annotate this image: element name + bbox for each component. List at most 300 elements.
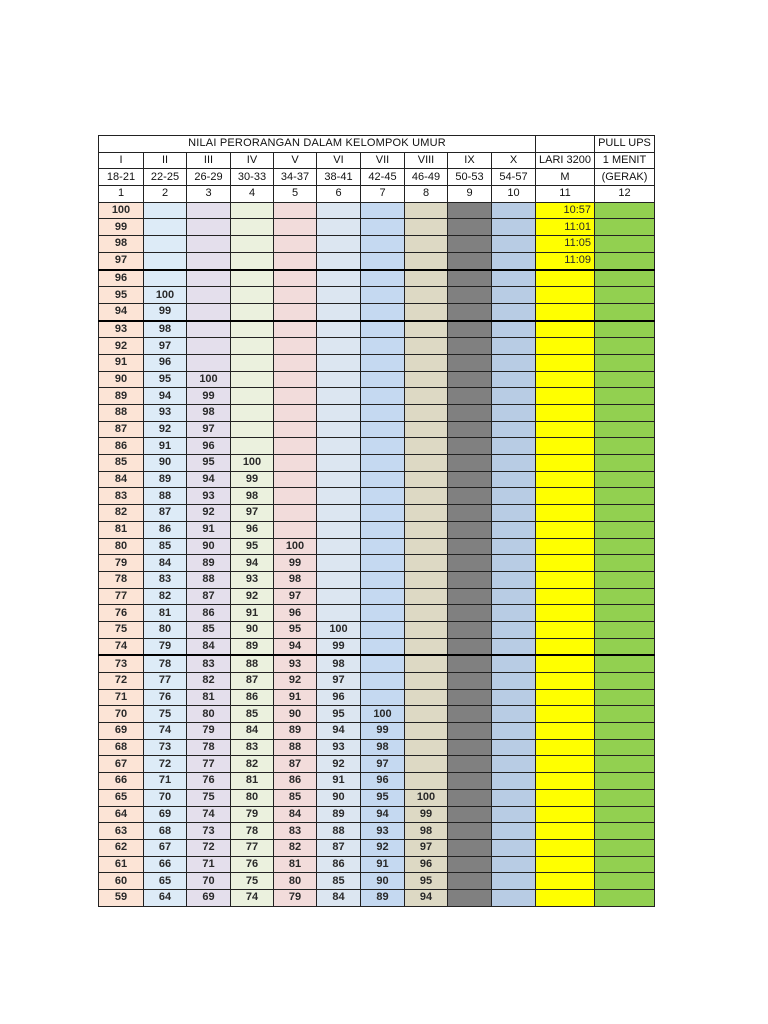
score-cell [492, 438, 536, 455]
score-cell: 92 [99, 338, 144, 355]
score-cell [187, 270, 231, 287]
score-cell: 81 [187, 689, 231, 706]
score-cell [361, 488, 405, 505]
score-cell: 91 [144, 438, 187, 455]
score-cell [595, 655, 655, 672]
score-cell: 72 [187, 839, 231, 856]
score-cell [361, 638, 405, 655]
score-cell: 99 [99, 219, 144, 236]
score-cell [405, 571, 448, 588]
score-cell [274, 371, 317, 388]
score-cell: 95 [231, 538, 274, 555]
score-cell [361, 287, 405, 304]
run-time-cell [536, 756, 595, 773]
table-header [99, 136, 655, 203]
score-cell [405, 270, 448, 287]
score-cell [405, 405, 448, 422]
table-row [99, 202, 655, 219]
score-cell: 78 [187, 739, 231, 756]
score-cell [595, 739, 655, 756]
score-cell: 73 [144, 739, 187, 756]
score-cell: 92 [317, 756, 361, 773]
score-cell [448, 555, 492, 572]
run-time-cell [536, 773, 595, 790]
score-cell [144, 252, 187, 269]
age-range-cell: 38-41 [317, 169, 361, 186]
score-cell: 75 [231, 873, 274, 890]
table-row [99, 839, 655, 856]
run-time-cell [536, 371, 595, 388]
score-cell [274, 505, 317, 522]
score-cell: 84 [317, 889, 361, 906]
score-cell [187, 219, 231, 236]
run-time-cell [536, 856, 595, 873]
table-row [99, 789, 655, 806]
score-cell: 89 [144, 471, 187, 488]
score-cell [361, 505, 405, 522]
score-cell [492, 706, 536, 723]
score-cell [492, 236, 536, 253]
score-cell: 95 [361, 789, 405, 806]
score-cell: 86 [187, 605, 231, 622]
score-cell: 79 [187, 723, 231, 740]
score-cell: 98 [231, 488, 274, 505]
score-cell [405, 321, 448, 338]
score-cell: 86 [274, 773, 317, 790]
run-time-cell [536, 739, 595, 756]
run-time-cell [536, 605, 595, 622]
run-time-cell: 11:09 [536, 252, 595, 269]
score-cell [492, 689, 536, 706]
score-cell: 70 [144, 789, 187, 806]
score-cell [405, 202, 448, 219]
score-cell: 100 [231, 455, 274, 472]
score-cell [492, 739, 536, 756]
score-cell [595, 321, 655, 338]
score-cell: 75 [187, 789, 231, 806]
score-cell: 65 [99, 789, 144, 806]
score-cell: 98 [144, 321, 187, 338]
score-cell: 91 [317, 773, 361, 790]
score-cell [595, 689, 655, 706]
score-cell [492, 521, 536, 538]
run-time-cell [536, 723, 595, 740]
table-row [99, 689, 655, 706]
score-cell: 83 [187, 655, 231, 672]
table-row [99, 723, 655, 740]
score-cell: 68 [99, 739, 144, 756]
score-cell: 87 [231, 673, 274, 690]
score-cell [231, 236, 274, 253]
score-cell [361, 588, 405, 605]
score-cell [405, 371, 448, 388]
score-cell: 97 [361, 756, 405, 773]
score-cell: 72 [144, 756, 187, 773]
score-cell: 94 [187, 471, 231, 488]
score-cell [492, 655, 536, 672]
score-cell: 93 [274, 655, 317, 672]
score-cell: 90 [144, 455, 187, 472]
score-cell: 88 [274, 739, 317, 756]
score-cell [448, 521, 492, 538]
score-cell: 64 [144, 889, 187, 906]
column-number-cell: 7 [361, 186, 405, 203]
group-numeral-cell: VI [317, 152, 361, 169]
score-cell: 85 [144, 538, 187, 555]
column-number-cell: 12 [595, 186, 655, 203]
group-numeral-cell: I [99, 152, 144, 169]
score-cell [595, 856, 655, 873]
score-cell: 94 [317, 723, 361, 740]
score-cell [317, 354, 361, 371]
score-cell [448, 219, 492, 236]
score-cell: 96 [274, 605, 317, 622]
score-cell [317, 219, 361, 236]
score-cell [595, 789, 655, 806]
score-cell [595, 555, 655, 572]
run-time-cell [536, 588, 595, 605]
table-row [99, 252, 655, 269]
score-cell [492, 555, 536, 572]
age-range-cell: 18-21 [99, 169, 144, 186]
score-cell [448, 488, 492, 505]
score-cell: 96 [361, 773, 405, 790]
score-cell: 80 [274, 873, 317, 890]
score-cell [231, 438, 274, 455]
score-cell [492, 219, 536, 236]
age-range-cell: 42-45 [361, 169, 405, 186]
score-cell [405, 421, 448, 438]
run-time-cell [536, 421, 595, 438]
score-cell [595, 405, 655, 422]
score-cell [405, 706, 448, 723]
score-cell [231, 338, 274, 355]
score-cell [361, 219, 405, 236]
score-cell: 80 [187, 706, 231, 723]
score-cell [317, 538, 361, 555]
score-cell [448, 823, 492, 840]
score-cell [492, 354, 536, 371]
score-cell [595, 638, 655, 655]
score-cell: 88 [231, 655, 274, 672]
score-cell [492, 673, 536, 690]
score-cell: 78 [231, 823, 274, 840]
score-cell [448, 806, 492, 823]
run-time-cell [536, 455, 595, 472]
score-cell [317, 287, 361, 304]
score-cell [448, 236, 492, 253]
score-cell: 63 [99, 823, 144, 840]
score-cell [405, 521, 448, 538]
table-row [99, 605, 655, 622]
score-cell [405, 505, 448, 522]
table-row [99, 538, 655, 555]
score-cell [448, 621, 492, 638]
table-row [99, 571, 655, 588]
score-cell [492, 505, 536, 522]
score-cell: 100 [317, 621, 361, 638]
score-cell [595, 588, 655, 605]
score-cell: 89 [99, 388, 144, 405]
score-cell [361, 405, 405, 422]
score-cell: 81 [99, 521, 144, 538]
score-cell [317, 270, 361, 287]
score-cell [274, 455, 317, 472]
table-row [99, 638, 655, 655]
score-cell [361, 621, 405, 638]
column-number-cell: 9 [448, 186, 492, 203]
score-cell: 96 [187, 438, 231, 455]
score-cell [405, 605, 448, 622]
score-cell [492, 388, 536, 405]
score-cell: 85 [187, 621, 231, 638]
run-time-cell [536, 505, 595, 522]
score-cell [448, 471, 492, 488]
score-cell [317, 236, 361, 253]
table-row [99, 438, 655, 455]
score-cell [448, 303, 492, 320]
run-time-cell [536, 806, 595, 823]
score-cell: 99 [274, 555, 317, 572]
score-cell [595, 706, 655, 723]
age-range-cell: 26-29 [187, 169, 231, 186]
score-cell [361, 673, 405, 690]
score-cell: 66 [99, 773, 144, 790]
score-cell [405, 438, 448, 455]
table-row [99, 823, 655, 840]
score-cell [448, 354, 492, 371]
score-cell: 94 [274, 638, 317, 655]
score-cell [595, 438, 655, 455]
score-cell [595, 889, 655, 906]
score-cell: 78 [99, 571, 144, 588]
run-header-top [536, 136, 595, 153]
pullup-header-line3: (GERAK) [595, 169, 655, 186]
score-cell: 86 [231, 689, 274, 706]
score-cell: 100 [361, 706, 405, 723]
age-range-cell: 34-37 [274, 169, 317, 186]
score-cell: 97 [144, 338, 187, 355]
score-cell [274, 438, 317, 455]
score-cell [361, 521, 405, 538]
table-row [99, 354, 655, 371]
run-time-cell [536, 889, 595, 906]
score-cell: 100 [187, 371, 231, 388]
score-cell: 100 [99, 202, 144, 219]
score-cell [231, 287, 274, 304]
score-cell [361, 538, 405, 555]
score-cell: 94 [405, 889, 448, 906]
score-cell [492, 471, 536, 488]
score-cell [361, 354, 405, 371]
score-cell: 59 [99, 889, 144, 906]
table-row [99, 756, 655, 773]
score-cell [187, 236, 231, 253]
score-cell [187, 252, 231, 269]
score-cell [448, 421, 492, 438]
score-cell: 89 [274, 723, 317, 740]
score-cell [595, 521, 655, 538]
pullup-header-line2: 1 MENIT [595, 152, 655, 169]
score-cell: 86 [99, 438, 144, 455]
score-cell: 97 [317, 673, 361, 690]
score-cell [448, 455, 492, 472]
score-body [99, 202, 655, 906]
score-cell [144, 202, 187, 219]
table-row [99, 338, 655, 355]
score-cell [231, 270, 274, 287]
score-cell [595, 773, 655, 790]
score-cell: 95 [274, 621, 317, 638]
score-cell [405, 287, 448, 304]
score-cell [595, 723, 655, 740]
score-cell [448, 756, 492, 773]
score-cell: 71 [187, 856, 231, 873]
score-cell: 89 [231, 638, 274, 655]
score-cell [492, 571, 536, 588]
run-time-cell: 10:57 [536, 202, 595, 219]
score-cell [361, 252, 405, 269]
run-header-line2: M [536, 169, 595, 186]
score-cell [187, 202, 231, 219]
score-cell: 87 [274, 756, 317, 773]
score-cell: 98 [99, 236, 144, 253]
score-cell [448, 202, 492, 219]
score-cell [595, 455, 655, 472]
score-cell [361, 689, 405, 706]
score-cell: 92 [187, 505, 231, 522]
table-row [99, 739, 655, 756]
score-cell [492, 856, 536, 873]
score-cell [361, 202, 405, 219]
group-numeral-cell: IX [448, 152, 492, 169]
score-cell [361, 236, 405, 253]
score-cell [274, 287, 317, 304]
score-cell: 89 [187, 555, 231, 572]
score-cell: 85 [231, 706, 274, 723]
score-cell: 95 [317, 706, 361, 723]
score-cell [595, 236, 655, 253]
age-range-cell: 30-33 [231, 169, 274, 186]
score-cell: 70 [187, 873, 231, 890]
score-cell [595, 839, 655, 856]
group-numeral-cell: VIII [405, 152, 448, 169]
score-cell [595, 488, 655, 505]
score-cell: 97 [405, 839, 448, 856]
score-cell: 90 [274, 706, 317, 723]
score-cell: 92 [361, 839, 405, 856]
score-cell: 97 [99, 252, 144, 269]
score-cell [448, 588, 492, 605]
score-cell: 87 [99, 421, 144, 438]
score-cell: 90 [99, 371, 144, 388]
score-cell: 95 [405, 873, 448, 890]
score-cell [448, 773, 492, 790]
score-cell [317, 555, 361, 572]
score-cell: 77 [187, 756, 231, 773]
column-number-cell: 4 [231, 186, 274, 203]
score-cell [492, 873, 536, 890]
run-time-cell [536, 521, 595, 538]
score-cell [274, 252, 317, 269]
score-cell [405, 455, 448, 472]
score-cell [448, 889, 492, 906]
column-number-cell: 8 [405, 186, 448, 203]
pullup-header-line1: PULL UPS [595, 136, 655, 153]
score-cell [448, 505, 492, 522]
score-cell [448, 405, 492, 422]
score-cell: 96 [405, 856, 448, 873]
score-cell: 88 [144, 488, 187, 505]
score-cell [595, 252, 655, 269]
group-numeral-cell: IV [231, 152, 274, 169]
score-cell [492, 638, 536, 655]
score-cell: 84 [274, 806, 317, 823]
score-cell [274, 303, 317, 320]
run-time-cell [536, 823, 595, 840]
run-time-cell [536, 471, 595, 488]
score-cell: 99 [317, 638, 361, 655]
score-cell: 97 [231, 505, 274, 522]
score-cell [405, 354, 448, 371]
group-numeral-cell: VII [361, 152, 405, 169]
score-cell: 93 [231, 571, 274, 588]
score-cell [231, 421, 274, 438]
group-numeral-cell: II [144, 152, 187, 169]
run-time-cell [536, 538, 595, 555]
score-cell [361, 421, 405, 438]
score-cell [361, 471, 405, 488]
score-cell: 76 [231, 856, 274, 873]
run-time-cell [536, 571, 595, 588]
score-cell [274, 421, 317, 438]
score-cell [405, 689, 448, 706]
score-cell [448, 538, 492, 555]
score-cell [274, 388, 317, 405]
score-cell: 94 [361, 806, 405, 823]
score-cell [595, 202, 655, 219]
score-cell [448, 689, 492, 706]
score-cell [405, 555, 448, 572]
run-time-cell [536, 321, 595, 338]
table-title: NILAI PERORANGAN DALAM KELOMPOK UMUR [99, 136, 536, 153]
run-time-cell [536, 270, 595, 287]
run-time-cell [536, 438, 595, 455]
score-cell [361, 388, 405, 405]
score-cell [492, 421, 536, 438]
score-cell [317, 388, 361, 405]
score-cell: 100 [405, 789, 448, 806]
score-cell: 93 [187, 488, 231, 505]
score-cell [405, 588, 448, 605]
score-cell: 77 [231, 839, 274, 856]
score-cell: 96 [99, 270, 144, 287]
score-cell [448, 252, 492, 269]
score-cell [448, 789, 492, 806]
run-time-cell [536, 338, 595, 355]
run-time-cell [536, 354, 595, 371]
score-cell [492, 773, 536, 790]
run-time-cell [536, 555, 595, 572]
score-cell [317, 505, 361, 522]
score-cell: 88 [317, 823, 361, 840]
score-cell [492, 889, 536, 906]
score-cell [595, 303, 655, 320]
score-cell: 93 [144, 405, 187, 422]
score-cell: 93 [317, 739, 361, 756]
table-row [99, 856, 655, 873]
score-cell [361, 438, 405, 455]
